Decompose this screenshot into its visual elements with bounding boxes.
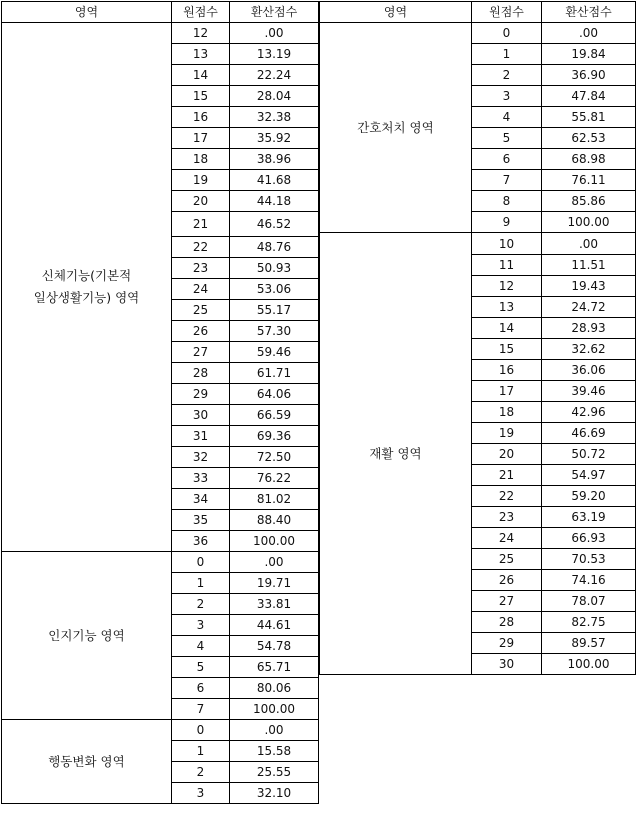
header-domain: 영역 xyxy=(320,2,472,23)
raw-score-cell: 5 xyxy=(172,657,230,678)
raw-score-cell: 4 xyxy=(172,636,230,657)
converted-score-cell: 41.68 xyxy=(230,170,319,191)
raw-score-cell: 31 xyxy=(172,426,230,447)
converted-score-cell: .00 xyxy=(542,233,636,255)
raw-score-cell: 13 xyxy=(172,44,230,65)
raw-score-cell: 15 xyxy=(172,86,230,107)
raw-score-cell: 19 xyxy=(172,170,230,191)
converted-score-cell: 24.72 xyxy=(542,297,636,318)
converted-score-cell: 53.06 xyxy=(230,279,319,300)
domain-cell: 인지기능 영역 xyxy=(2,552,172,720)
converted-score-cell: 82.75 xyxy=(542,612,636,633)
raw-score-cell: 20 xyxy=(472,444,542,465)
raw-score-cell: 16 xyxy=(472,360,542,381)
converted-score-cell: 78.07 xyxy=(542,591,636,612)
raw-score-cell: 7 xyxy=(472,170,542,191)
converted-score-cell: 22.24 xyxy=(230,65,319,86)
raw-score-cell: 3 xyxy=(472,86,542,107)
raw-score-cell: 20 xyxy=(172,191,230,212)
right-score-table xyxy=(319,1,636,675)
converted-score-cell: 69.36 xyxy=(230,426,319,447)
converted-score-cell: 66.59 xyxy=(230,405,319,426)
converted-score-cell: 35.92 xyxy=(230,128,319,149)
raw-score-cell: 18 xyxy=(472,402,542,423)
raw-score-cell: 24 xyxy=(172,279,230,300)
raw-score-cell: 25 xyxy=(172,300,230,321)
converted-score-cell: 76.22 xyxy=(230,468,319,489)
converted-score-cell: 85.86 xyxy=(542,191,636,212)
converted-score-cell: .00 xyxy=(230,23,319,44)
raw-score-cell: 28 xyxy=(472,612,542,633)
table-row xyxy=(2,720,319,741)
right-body xyxy=(320,23,636,675)
converted-score-cell: 100.00 xyxy=(230,531,319,552)
converted-score-cell: 100.00 xyxy=(542,654,636,675)
raw-score-cell: 3 xyxy=(172,615,230,636)
raw-score-cell: 2 xyxy=(172,594,230,615)
converted-score-cell: 38.96 xyxy=(230,149,319,170)
raw-score-cell: 24 xyxy=(472,528,542,549)
raw-score-cell: 12 xyxy=(472,276,542,297)
left-score-table xyxy=(1,1,319,804)
converted-score-cell: 100.00 xyxy=(542,212,636,233)
converted-score-cell: 19.43 xyxy=(542,276,636,297)
converted-score-cell: 72.50 xyxy=(230,447,319,468)
converted-score-cell: 76.11 xyxy=(542,170,636,191)
raw-score-cell: 1 xyxy=(172,573,230,594)
raw-score-cell: 2 xyxy=(172,762,230,783)
converted-score-cell: 19.84 xyxy=(542,44,636,65)
header-converted-score: 환산점수 xyxy=(542,2,636,23)
converted-score-cell: 50.93 xyxy=(230,258,319,279)
raw-score-cell: 17 xyxy=(472,381,542,402)
raw-score-cell: 9 xyxy=(472,212,542,233)
converted-score-cell: 32.10 xyxy=(230,783,319,804)
converted-score-cell: 70.53 xyxy=(542,549,636,570)
raw-score-cell: 5 xyxy=(472,128,542,149)
header-raw-score: 원점수 xyxy=(472,2,542,23)
raw-score-cell: 35 xyxy=(172,510,230,531)
converted-score-cell: 47.84 xyxy=(542,86,636,107)
raw-score-cell: 25 xyxy=(472,549,542,570)
raw-score-cell: 14 xyxy=(472,318,542,339)
raw-score-cell: 12 xyxy=(172,23,230,44)
converted-score-cell: .00 xyxy=(542,23,636,44)
converted-score-cell: 32.38 xyxy=(230,107,319,128)
raw-score-cell: 22 xyxy=(472,486,542,507)
table-row xyxy=(320,233,636,255)
converted-score-cell: 13.19 xyxy=(230,44,319,65)
converted-score-cell: 46.52 xyxy=(230,212,319,237)
header-converted-score: 환산점수 xyxy=(230,2,319,23)
raw-score-cell: 27 xyxy=(172,342,230,363)
raw-score-cell: 10 xyxy=(472,233,542,255)
converted-score-cell: 25.55 xyxy=(230,762,319,783)
converted-score-cell: 44.61 xyxy=(230,615,319,636)
converted-score-cell: 33.81 xyxy=(230,594,319,615)
converted-score-cell: 36.90 xyxy=(542,65,636,86)
converted-score-cell: 46.69 xyxy=(542,423,636,444)
converted-score-cell: 63.19 xyxy=(542,507,636,528)
converted-score-cell: 66.93 xyxy=(542,528,636,549)
converted-score-cell: 61.71 xyxy=(230,363,319,384)
domain-cell: 신체기능(기본적 일상생활기능) 영역 xyxy=(2,23,172,552)
raw-score-cell: 16 xyxy=(172,107,230,128)
domain-cell: 행동변화 영역 xyxy=(2,720,172,804)
converted-score-cell: .00 xyxy=(230,720,319,741)
table-row xyxy=(320,23,636,44)
raw-score-cell: 21 xyxy=(472,465,542,486)
converted-score-cell: 39.46 xyxy=(542,381,636,402)
raw-score-cell: 36 xyxy=(172,531,230,552)
header-row xyxy=(320,2,636,23)
raw-score-cell: 4 xyxy=(472,107,542,128)
raw-score-cell: 18 xyxy=(172,149,230,170)
raw-score-cell: 26 xyxy=(172,321,230,342)
raw-score-cell: 29 xyxy=(172,384,230,405)
converted-score-cell: 81.02 xyxy=(230,489,319,510)
table-row xyxy=(2,23,319,44)
converted-score-cell: 28.93 xyxy=(542,318,636,339)
converted-score-cell: 55.81 xyxy=(542,107,636,128)
raw-score-cell: 14 xyxy=(172,65,230,86)
raw-score-cell: 30 xyxy=(172,405,230,426)
left-body xyxy=(2,23,319,804)
converted-score-cell: 36.06 xyxy=(542,360,636,381)
domain-cell: 간호처치 영역 xyxy=(320,23,472,233)
converted-score-cell: 55.17 xyxy=(230,300,319,321)
raw-score-cell: 0 xyxy=(172,720,230,741)
raw-score-cell: 0 xyxy=(472,23,542,44)
raw-score-cell: 3 xyxy=(172,783,230,804)
converted-score-cell: 42.96 xyxy=(542,402,636,423)
raw-score-cell: 26 xyxy=(472,570,542,591)
converted-score-cell: 50.72 xyxy=(542,444,636,465)
raw-score-cell: 1 xyxy=(172,741,230,762)
converted-score-cell: 62.53 xyxy=(542,128,636,149)
raw-score-cell: 15 xyxy=(472,339,542,360)
raw-score-cell: 30 xyxy=(472,654,542,675)
raw-score-cell: 33 xyxy=(172,468,230,489)
raw-score-cell: 21 xyxy=(172,212,230,237)
raw-score-cell: 23 xyxy=(172,258,230,279)
header-row xyxy=(2,2,319,23)
raw-score-cell: 32 xyxy=(172,447,230,468)
raw-score-cell: 0 xyxy=(172,552,230,573)
converted-score-cell: 80.06 xyxy=(230,678,319,699)
converted-score-cell: 100.00 xyxy=(230,699,319,720)
header-domain: 영역 xyxy=(2,2,172,23)
raw-score-cell: 6 xyxy=(172,678,230,699)
raw-score-cell: 28 xyxy=(172,363,230,384)
converted-score-cell: .00 xyxy=(230,552,319,573)
domain-cell: 재활 영역 xyxy=(320,233,472,675)
raw-score-cell: 1 xyxy=(472,44,542,65)
converted-score-cell: 64.06 xyxy=(230,384,319,405)
converted-score-cell: 59.20 xyxy=(542,486,636,507)
converted-score-cell: 48.76 xyxy=(230,237,319,258)
raw-score-cell: 34 xyxy=(172,489,230,510)
header-raw-score: 원점수 xyxy=(172,2,230,23)
converted-score-cell: 11.51 xyxy=(542,255,636,276)
raw-score-cell: 19 xyxy=(472,423,542,444)
raw-score-cell: 6 xyxy=(472,149,542,170)
converted-score-cell: 68.98 xyxy=(542,149,636,170)
converted-score-cell: 65.71 xyxy=(230,657,319,678)
converted-score-cell: 74.16 xyxy=(542,570,636,591)
raw-score-cell: 11 xyxy=(472,255,542,276)
raw-score-cell: 8 xyxy=(472,191,542,212)
raw-score-cell: 17 xyxy=(172,128,230,149)
converted-score-cell: 19.71 xyxy=(230,573,319,594)
converted-score-cell: 89.57 xyxy=(542,633,636,654)
converted-score-cell: 59.46 xyxy=(230,342,319,363)
table-row xyxy=(2,552,319,573)
converted-score-cell: 28.04 xyxy=(230,86,319,107)
raw-score-cell: 29 xyxy=(472,633,542,654)
converted-score-cell: 44.18 xyxy=(230,191,319,212)
converted-score-cell: 54.97 xyxy=(542,465,636,486)
converted-score-cell: 88.40 xyxy=(230,510,319,531)
converted-score-cell: 15.58 xyxy=(230,741,319,762)
raw-score-cell: 13 xyxy=(472,297,542,318)
raw-score-cell: 2 xyxy=(472,65,542,86)
raw-score-cell: 23 xyxy=(472,507,542,528)
raw-score-cell: 7 xyxy=(172,699,230,720)
raw-score-cell: 22 xyxy=(172,237,230,258)
converted-score-cell: 57.30 xyxy=(230,321,319,342)
converted-score-cell: 54.78 xyxy=(230,636,319,657)
converted-score-cell: 32.62 xyxy=(542,339,636,360)
raw-score-cell: 27 xyxy=(472,591,542,612)
